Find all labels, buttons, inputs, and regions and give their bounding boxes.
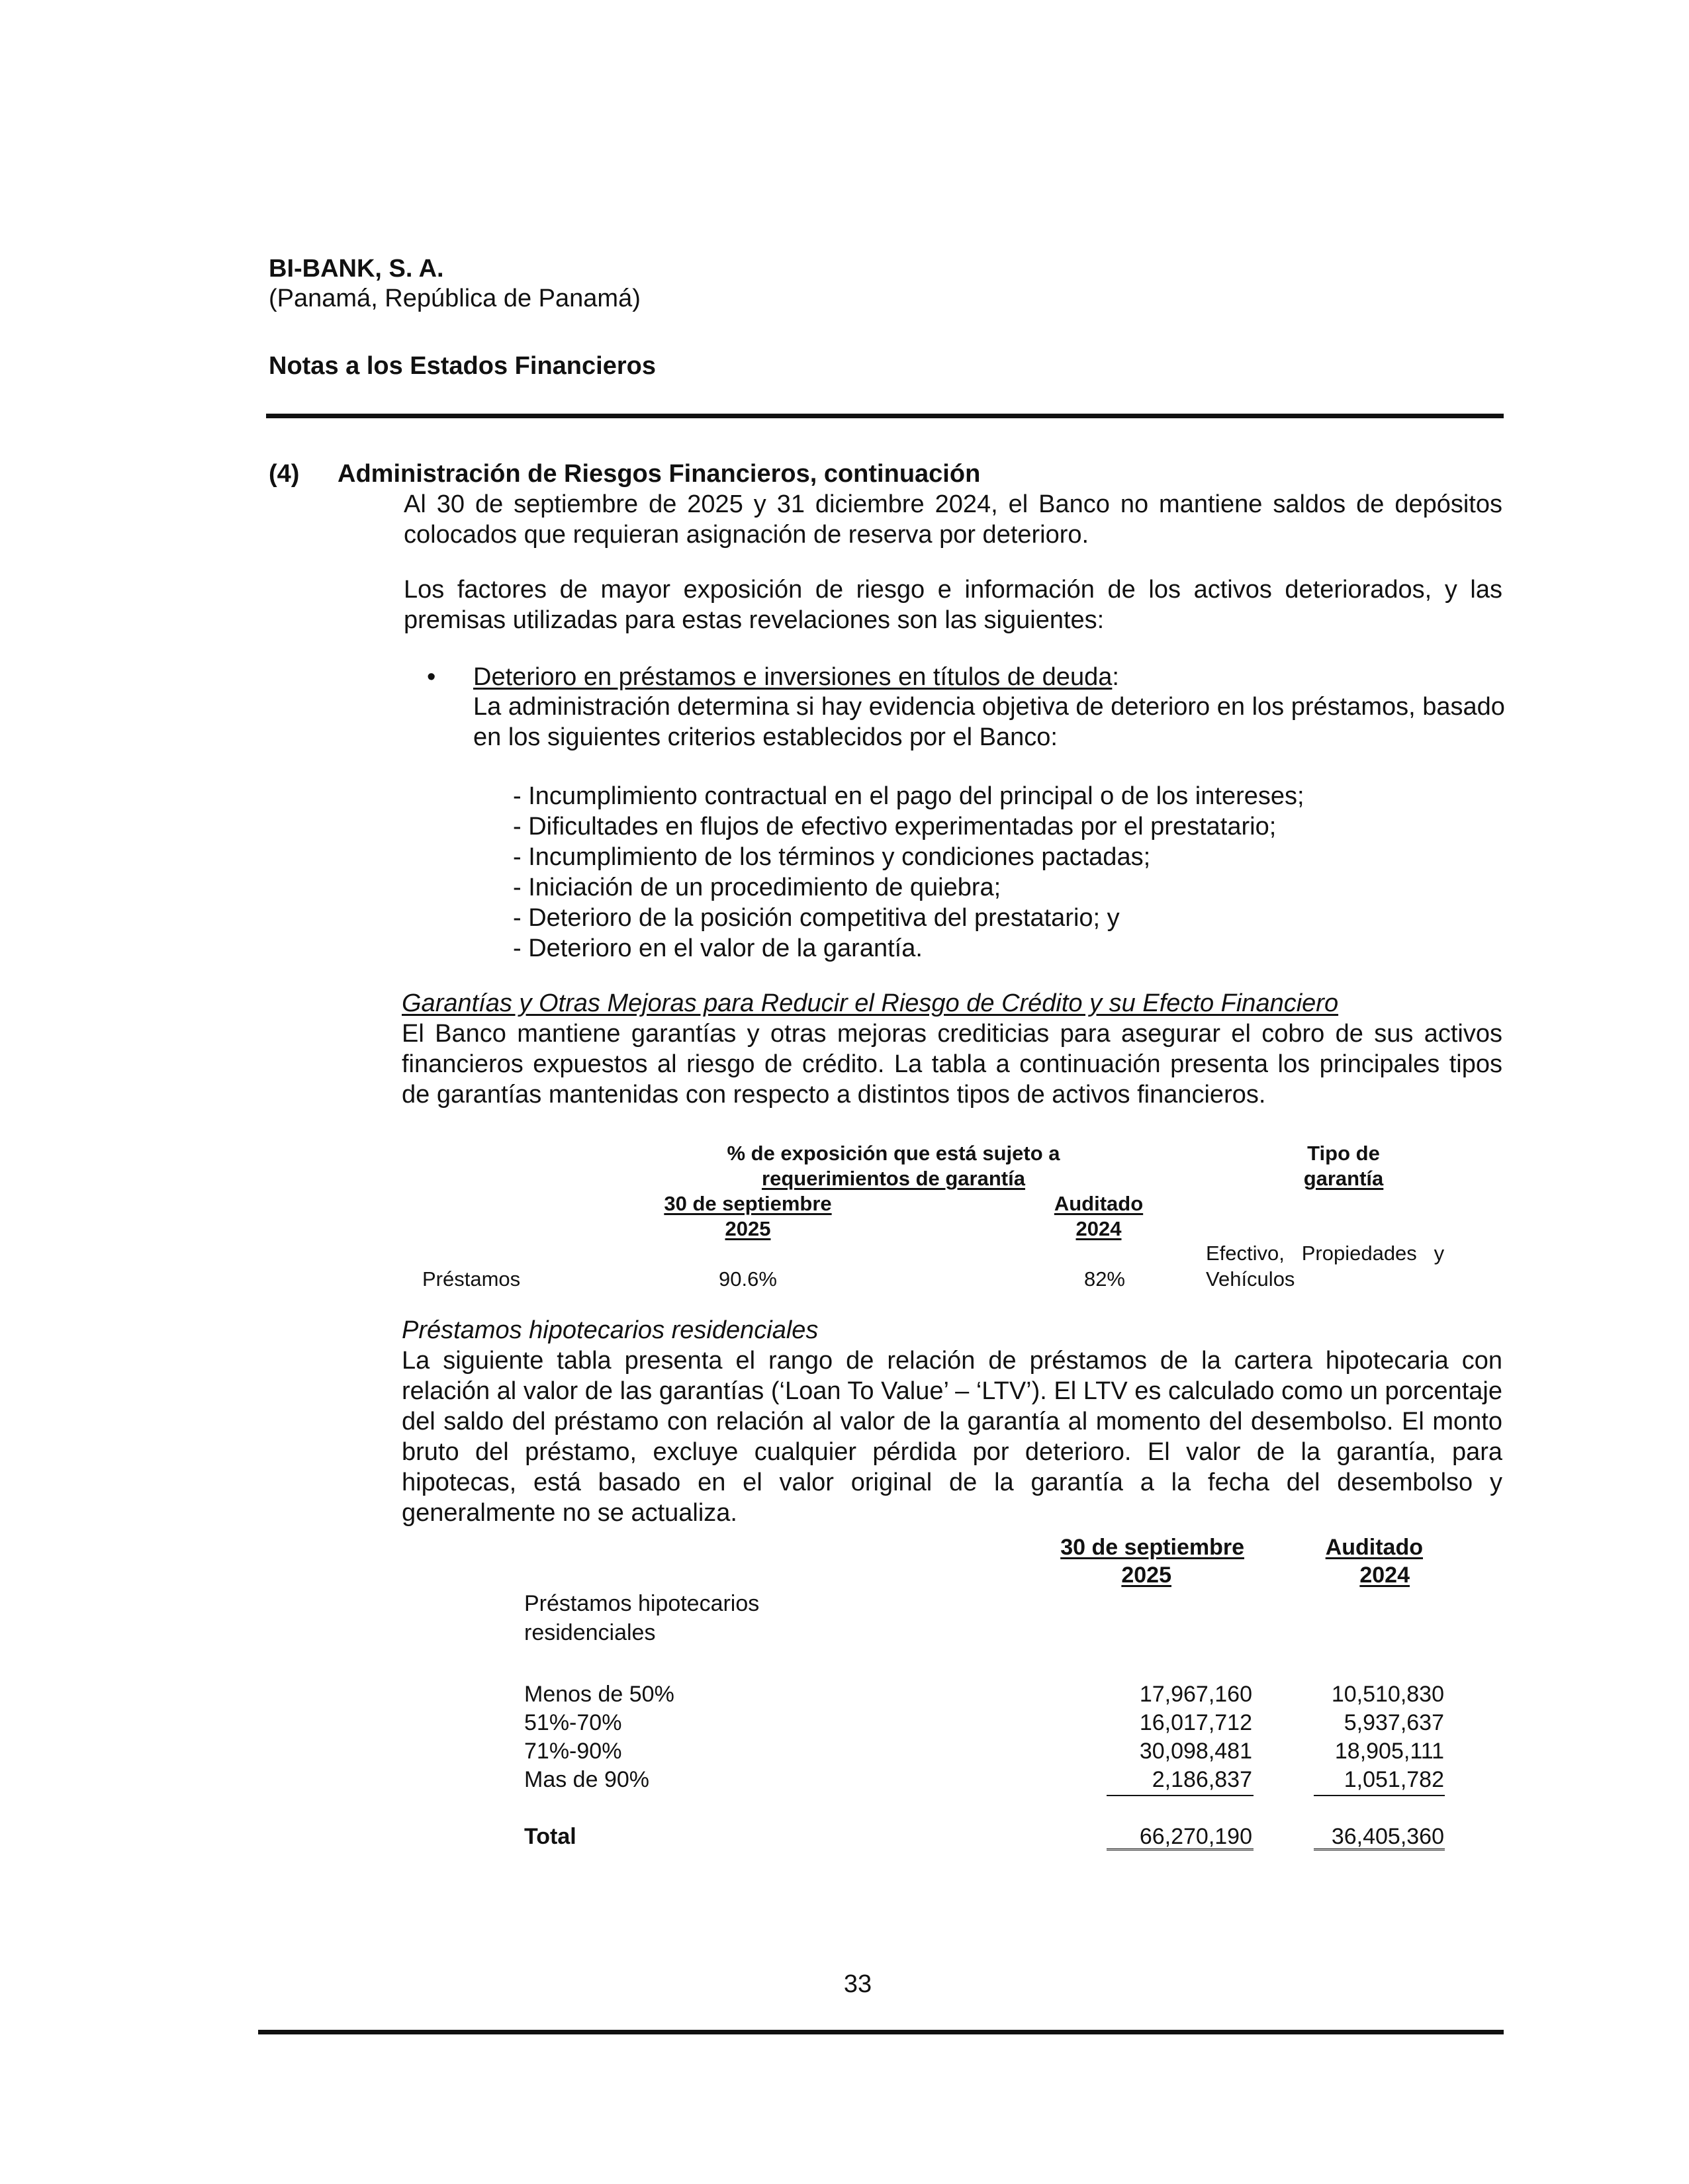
exposure-col1-header-line1-text: 30 de septiembre	[664, 1192, 832, 1215]
garantias-heading: Garantías y Otras Mejoras para Reducir el Riesgo de Crédito y su Efecto Financiero	[402, 989, 1339, 1017]
ltv-row-2025: 16,017,712	[1139, 1710, 1252, 1735]
bullet-dot: •	[427, 663, 436, 691]
ltv-col1-header-line1-text: 30 de septiembre	[1060, 1535, 1244, 1560]
ltv-row-2025: 17,967,160	[1139, 1682, 1252, 1707]
company-name: BI-BANK, S. A.	[269, 255, 444, 283]
ltv-row-2025: 30,098,481	[1139, 1739, 1252, 1764]
section-title: Administración de Riesgos Financieros, continuación	[338, 460, 981, 488]
exposure-col2-header-line1-text: Auditado	[1054, 1192, 1144, 1215]
exposure-col2-header-line2	[1032, 1216, 1165, 1242]
exposure-header-line2-text: requerimientos de garantía	[762, 1167, 1025, 1190]
criteria-item: - Incumplimiento de los términos y condiciones pactadas;	[513, 843, 1151, 871]
hipotecarios-text: La siguiente tabla presenta el rango de relación de préstamos de la cartera hipotecaria con relación al valor de las garantías (‘Loan To Value’ – ‘LTV’). El LTV es calculado como un porcentaje del saldo del préstamo con relación al valor de la garantía al momento del desembolso. El monto bruto del préstamo, excluye cualquier pérdida por deterioro. El valor de la garantía, para hipotecas, está basado en el valor original de la garantía a la fecha del desembolso y generalmente no se actualiza.	[402, 1347, 1502, 1527]
criteria-item: - Deterioro de la posición competitiva del prestatario; y	[513, 904, 1120, 932]
ltv-total-label: Total	[524, 1824, 576, 1849]
section-number: (4)	[269, 460, 300, 488]
criteria-item: - Dificultades en flujos de efectivo experimentadas por el prestatario;	[513, 813, 1277, 841]
ltv-col2-header-line2-text: 2024	[1359, 1563, 1410, 1588]
ltv-total-2024: 36,405,360	[1331, 1824, 1444, 1849]
exposure-row-type-line1: Efectivo, Propiedades y	[1206, 1242, 1445, 1265]
ltv-row-label: Menos de 50%	[524, 1682, 674, 1707]
ltv-subtotal-rule-2025	[1107, 1795, 1254, 1796]
ltv-row-label: Mas de 90%	[524, 1767, 649, 1792]
ltv-col1-header-line1	[1006, 1534, 1244, 1561]
ltv-total-double-rule-2025	[1107, 1848, 1254, 1850]
ltv-col2-header-line1	[1291, 1534, 1423, 1561]
type-header-line2	[1277, 1166, 1410, 1191]
header-rule	[266, 414, 1504, 418]
ltv-row-label: 51%-70%	[524, 1710, 622, 1735]
ltv-row-2025: 2,186,837	[1152, 1767, 1252, 1792]
criteria-item: - Deterioro en el valor de la garantía.	[513, 934, 923, 962]
ltv-col1-header-line2-text: 2025	[1121, 1563, 1171, 1588]
document-title: Notas a los Estados Financieros	[269, 352, 656, 380]
footer-rule	[258, 2030, 1504, 2034]
criteria-item: - Incumplimiento contractual en el pago del principal o de los intereses;	[513, 782, 1304, 810]
type-header-line2-text: garantía	[1303, 1167, 1384, 1190]
ltv-total-2025: 66,270,190	[1139, 1824, 1252, 1849]
paragraph-deposits: Al 30 de septiembre de 2025 y 31 diciembre 2024, el Banco no mantiene saldos de depósitos colocados que requieran asignación de reserva por deterioro.	[404, 490, 1502, 549]
exposure-col2-header-line2-text: 2024	[1075, 1217, 1122, 1240]
exposure-row-2025: 90.6%	[719, 1267, 777, 1291]
paragraph-factors: Los factores de mayor exposición de riesgo e información de los activos deteriorados, y las premisas utilizadas para estas revelaciones son las siguientes:	[404, 576, 1502, 634]
exposure-col1-header-line2	[642, 1216, 854, 1242]
exposure-col1-header-line2-text: 2025	[725, 1217, 771, 1240]
ltv-group-label-line1: Préstamos hipotecarios	[524, 1591, 760, 1616]
ltv-row-label: 71%-90%	[524, 1739, 622, 1764]
bullet-text: La administración determina si hay evidencia objetiva de deterioro en los préstamos, basado en los siguientes criterios establecidos por el Banco:	[473, 693, 1505, 751]
bullet-heading-text: Deterioro en préstamos e inversiones en títulos de deuda	[473, 663, 1113, 691]
type-header-line1: Tipo de	[1307, 1142, 1380, 1165]
hipotecarios-heading: Préstamos hipotecarios residenciales	[402, 1316, 819, 1344]
exposure-row-type-line2: Vehículos	[1206, 1267, 1295, 1291]
ltv-row-2024: 10,510,830	[1331, 1682, 1444, 1707]
garantias-text: El Banco mantiene garantías y otras mejoras crediticias para asegurar el cobro de sus activos financieros expuestos al riesgo de crédito. La tabla a continuación presenta los principales tipos de garantías mantenidas con respecto a distintos tipos de activos financieros.	[402, 1020, 1502, 1109]
ltv-row-2024: 1,051,782	[1344, 1767, 1444, 1792]
ltv-row-2024: 5,937,637	[1344, 1710, 1444, 1735]
ltv-total-double-rule-2024	[1314, 1848, 1445, 1850]
exposure-col1-header-line1	[642, 1191, 854, 1216]
criteria-item: - Iniciación de un procedimiento de quiebra;	[513, 874, 1001, 901]
exposure-row-2024: 82%	[1083, 1267, 1125, 1291]
exposure-row-label: Préstamos	[422, 1267, 521, 1291]
exposure-header-line1: % de exposición que está sujeto a	[727, 1142, 1060, 1165]
ltv-row-2024: 18,905,111	[1334, 1739, 1444, 1764]
ltv-col1-header-line2	[1006, 1562, 1171, 1588]
company-location: (Panamá, República de Panamá)	[269, 285, 641, 312]
bullet-heading	[473, 662, 1119, 692]
ltv-subtotal-rule-2024	[1314, 1795, 1445, 1796]
page-number: 33	[843, 1970, 872, 1998]
ltv-col2-header-line2	[1291, 1562, 1410, 1588]
bullet-heading-colon: :	[1112, 663, 1119, 691]
exposure-header-line2	[675, 1166, 1112, 1191]
ltv-col2-header-line1-text: Auditado	[1325, 1535, 1423, 1560]
ltv-group-label-line2: residenciales	[524, 1620, 656, 1645]
exposure-col2-header-line1	[1032, 1191, 1165, 1216]
